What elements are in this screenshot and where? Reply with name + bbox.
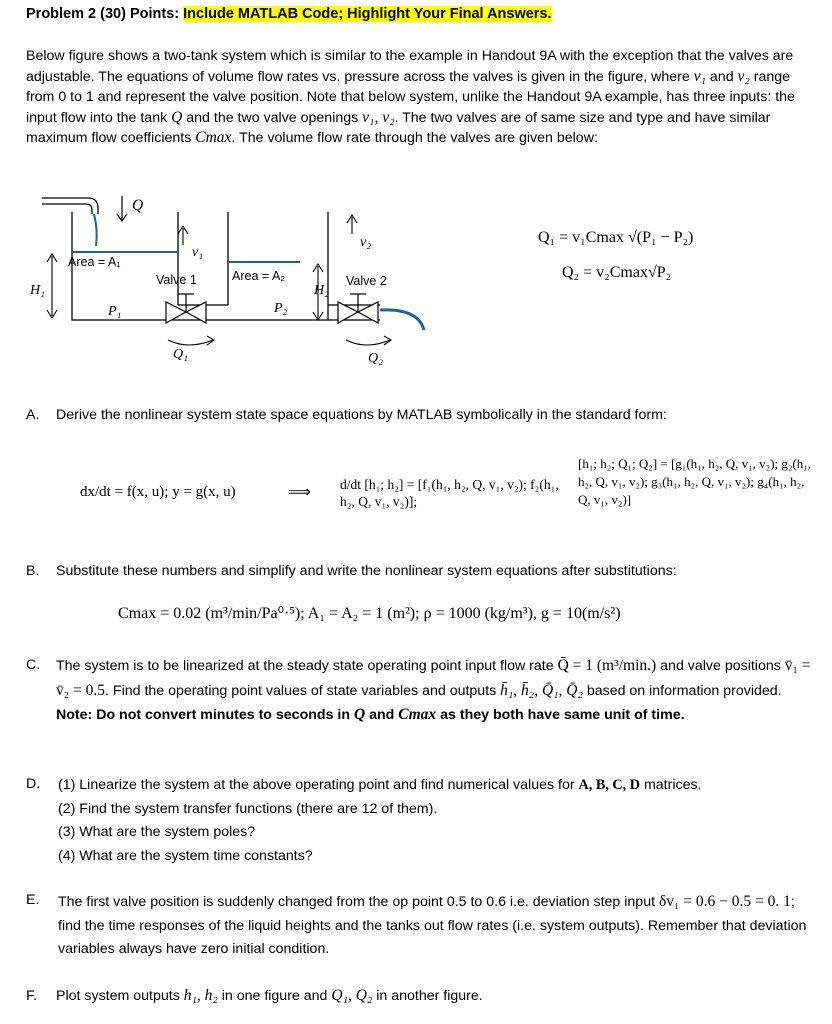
problem-title (26, 6, 552, 22)
section-F-label: F. (26, 988, 38, 1004)
section-C-qbar: Q̄ = 1 (m³/min.) (557, 657, 657, 674)
label-P1: P₁ (108, 304, 122, 319)
label-v1: v₁ (192, 245, 204, 260)
section-C-text-1: The system is to be linearized at the steady state operating point input flow rate (56, 658, 558, 674)
section-C-note-cmax: Cmax (398, 706, 437, 723)
section-A-eq-left: dx/dt = f(x, u); y = g(x, u) (80, 484, 236, 500)
section-C-note-end: as they both have same unit of time. (436, 707, 685, 723)
implies-arrow: ⟹ (288, 484, 311, 501)
section-B-eq: Cmax = 0.02 (m³/min/Pa⁰·⁵); A₁ = A₂ = 1 (m²); ρ = 1000 (kg/m³), g = 10(m/s²) (118, 605, 621, 622)
section-C-text-3: . Find the operating point values of state variables and outputs (105, 682, 501, 699)
label-H1: H₁ (30, 283, 45, 298)
intro-text-3: and the two valve openings (182, 109, 363, 126)
section-C-note-and: and (365, 707, 399, 723)
section-C-label: C. (26, 657, 41, 673)
section-F-h: h₁, h₂ (183, 987, 218, 1004)
section-C-note-Q: Q (353, 706, 366, 723)
section-D-label: D. (26, 776, 41, 792)
flow-equation-1: Q₁ = v₁Cmax √(P₁ − P₂) (538, 229, 694, 246)
q-arrow (117, 196, 127, 221)
intro-v1: v₁ (693, 67, 706, 85)
label-Q1: Q₁ (173, 347, 188, 362)
section-C (26, 654, 816, 754)
section-E-label: E. (26, 892, 40, 908)
section-E-eq: δv₁ = 0.6 − 0.5 = 0. 1 (658, 893, 791, 910)
section-F-text-3: in another figure. (372, 988, 483, 1004)
section-F-text-1: Plot system outputs (56, 988, 184, 1004)
section-D-item-4: (4) What are the system time constants? (58, 847, 313, 864)
section-B-text: Substitute these numbers and simplify and write the nonlinear system equations after substitutions: (56, 563, 677, 579)
two-tank-diagram (28, 190, 428, 370)
title-prefix: Problem 2 (30) Points: (26, 6, 184, 22)
intro-text-5: . The volume flow rate through the valves are given below: (231, 130, 598, 146)
section-E-body (58, 890, 818, 962)
section-A-eq-output: [h₁; h₂; Q₁; Q₂] = [g₁(h₁, h₂, Q, v₁, v₂); g₂(h₁, h₂, Q, v₁, v₂); g₃(h₁, h₂, Q, v₁, v₂); g₄(h₁, h₂, Q, v₁, v₂)] (578, 456, 812, 507)
label-valve1: Valve 1 (156, 273, 197, 287)
section-A-text: Derive the nonlinear system state space equations by MATLAB symbolically in the standard form: (56, 407, 667, 423)
h1-dimension-arrow (47, 254, 57, 318)
label-P2: P₂ (274, 301, 288, 316)
section-A-label: A. (26, 407, 40, 423)
v2-arrow (347, 215, 357, 234)
section-A-eq-state: d/dt [h₁; h₂] = [f₁(h₁, h₂, Q, v₁, v₂); f₂(h₁, h₂, Q, v₁, v₂)]; (340, 477, 559, 509)
section-C-vbar: v̄₁ = v̄₂ = 0.5 (56, 657, 811, 699)
q2-arrow (346, 336, 391, 345)
v1-arrow (178, 226, 188, 245)
label-Q2: Q₂ (368, 351, 383, 366)
label-Q: Q (132, 197, 144, 214)
label-H2: H₂ (314, 283, 329, 298)
intro-cmax: Cmax (195, 129, 232, 146)
section-C-hbar: h̄₁, h̄₂, Q̄₁, Q̄₂ (500, 681, 583, 699)
intro-and: and (705, 68, 738, 85)
intro-text-4: . The two valves are of same size and type and have similar maximum flow coefficients (26, 109, 771, 146)
section-B-label: B. (26, 563, 40, 579)
q1-arrow (168, 336, 214, 345)
section-E-text-1: The first valve position is suddenly changed from the op point 0.5 to 0.6 i.e. deviation step input (58, 894, 659, 910)
section-C-text-2: and valve positions (656, 658, 785, 674)
intro-Q: Q (171, 108, 183, 126)
intro-text-2: range from 0 to 1 and represent the valve position. Note that below system, unlike the Handout 9A example, has three inputs: the input flow into the tank (26, 68, 795, 126)
section-C-text-4: based on information provided. (582, 682, 782, 699)
intro-v1v2: v₁, v₂ (362, 108, 395, 126)
label-valve2: Valve 2 (346, 274, 387, 288)
section-D-item-2: (2) Find the system transfer functions (there are 12 of them). (58, 800, 438, 817)
section-A (26, 405, 816, 426)
section-F (26, 985, 816, 1007)
section-D-item-1: (1) Linearize the system at the above operating point and find numerical values for A, B, C, D matrices. (58, 777, 702, 793)
label-area2: Area = A₂ (232, 269, 286, 283)
section-D-items (58, 774, 818, 868)
flow-equation-2: Q₂ = v₂Cmax√P₂ (562, 264, 672, 281)
inflow-pipe (42, 198, 98, 214)
intro-text-1: Below figure shows a two-tank system which is similar to the example in Handout 9A with the exception that the valves are adjustable. The equations of volume flow rates vs. pressure across the valves is given in the figure, where (26, 48, 794, 85)
section-D-item-3: (3) What are the system poles? (58, 824, 256, 840)
section-F-q: Q₁, Q₂ (331, 987, 373, 1004)
label-area1: Area = A₁ (68, 255, 121, 269)
section-E-text-2: ; find the time responses of the liquid heights and the tanks out flow rates (i.e. system outputs). Remember that deviation variables always have zero initial condition. (58, 894, 807, 957)
inflow-stream (94, 214, 97, 246)
section-F-text-2: in one figure and (217, 988, 332, 1004)
label-v2: v₂ (360, 235, 372, 250)
section-B (26, 561, 816, 582)
intro-paragraph (26, 46, 816, 149)
intro-v2: v₂ (737, 67, 750, 85)
title-highlight: Include MATLAB Code; Highlight Your Final Answers. (183, 6, 552, 22)
section-C-note: Note: Do not convert minutes to seconds in (56, 707, 354, 723)
outflow-stream (380, 310, 424, 330)
